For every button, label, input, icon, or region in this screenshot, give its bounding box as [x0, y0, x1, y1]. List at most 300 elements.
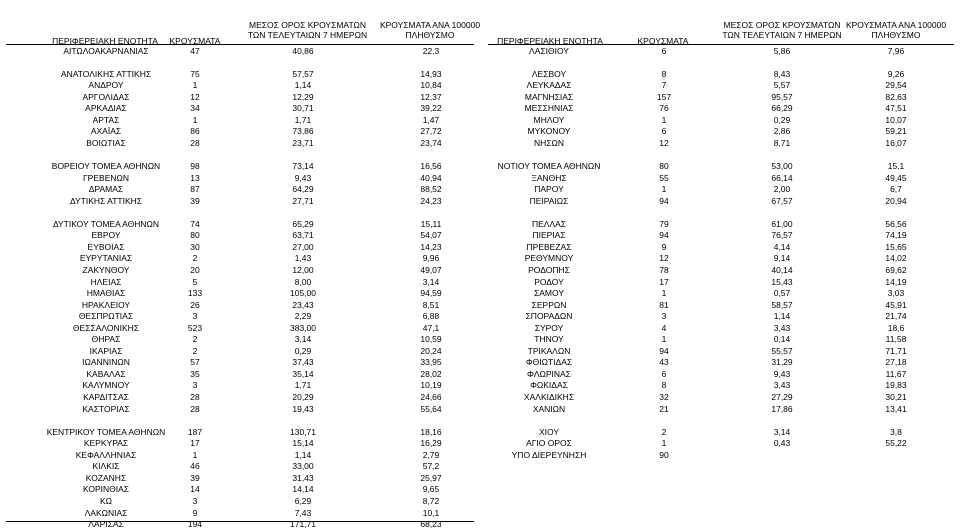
rate-cell: 55,22 [885, 438, 907, 449]
rate-cell: 14,23 [420, 241, 442, 252]
avg-cell: 37,43 [292, 357, 314, 368]
avg-cell: 20,29 [292, 392, 314, 402]
avg-cell: 9,43 [773, 368, 791, 379]
region-name: ΧΙΟΥ [538, 426, 560, 437]
rate-cell: 15,65 [885, 241, 907, 252]
cases-cell: 9 [192, 507, 198, 518]
cases-cell: 87 [190, 184, 200, 195]
avg-cell: 27,29 [771, 392, 793, 402]
cases-cell: 5 [192, 276, 198, 287]
left-header-avg [240, 20, 375, 40]
cases-cell: 133 [187, 288, 203, 299]
region-name: ΜΕΣΣΗΝΙΑΣ [524, 103, 574, 114]
rate-cell: 19,83 [885, 380, 907, 391]
cases-cell: 1 [661, 184, 667, 195]
avg-cell: 1,14 [294, 80, 312, 91]
rate-cell: 18,16 [420, 426, 442, 437]
rate-cell: 2,79 [422, 449, 440, 460]
cases-cell: 1 [661, 288, 667, 299]
cases-cell: 2 [192, 253, 198, 264]
cases-cell: 34 [190, 103, 200, 114]
region-name: ΧΑΛΚΙΔΙΚΗΣ [523, 392, 575, 402]
left-header-avg-line1: ΜΕΣΟΣ ΟΡΟΣ ΚΡΟΥΣΜΑΤΩΝ [249, 20, 366, 30]
rate-cell: 56,56 [885, 218, 907, 229]
cases-cell: 1 [661, 334, 667, 345]
cases-cell: 81 [659, 299, 669, 310]
avg-cell: 30,71 [292, 103, 314, 114]
rate-cell: 9,26 [887, 68, 905, 79]
region-name: ΚΕΦΑΛΛΗΝΙΑΣ [75, 449, 137, 460]
cases-cell: 78 [659, 264, 669, 275]
region-name: ΑΓΙΟ ΟΡΟΣ [526, 438, 572, 449]
rate-cell: 23,74 [420, 137, 442, 148]
cases-cell: 6 [661, 45, 667, 56]
avg-cell: 40,14 [771, 264, 793, 275]
region-name: ΙΚΑΡΙΑΣ [89, 345, 123, 356]
rate-cell: 54,07 [420, 230, 442, 241]
right-header-avg-line1: ΜΕΣΟΣ ΟΡΟΣ ΚΡΟΥΣΜΑΤΩΝ [723, 20, 841, 30]
cases-cell: 9 [661, 241, 667, 252]
avg-cell: 76,57 [771, 230, 793, 241]
region-name: ΚΑΡΔΙΤΣΑΣ [83, 392, 129, 402]
region-name: ΙΩΑΝΝΙΝΩΝ [82, 357, 130, 368]
avg-cell: 17,86 [771, 403, 793, 414]
rate-cell: 10,19 [420, 380, 442, 391]
region-name: ΜΥΚΟΝΟΥ [527, 126, 571, 137]
region-name: ΚΟΖΑΝΗΣ [85, 472, 127, 483]
avg-cell: 0,43 [773, 438, 791, 449]
table-row [0, 473, 960, 485]
region-name: ΛΕΣΒΟΥ [531, 68, 567, 79]
table-row [0, 230, 960, 242]
region-name: ΖΑΚΥΝΘΟΥ [82, 264, 130, 275]
cases-cell: 35 [190, 368, 200, 379]
rate-cell: 69,62 [885, 264, 907, 275]
cases-cell: 12 [190, 91, 200, 102]
region-name: ΕΒΡΟΥ [91, 230, 121, 241]
rate-cell: 1,47 [422, 114, 440, 125]
right-header-rate-line2: ΠΛΗΘΥΣΜΟ [871, 30, 921, 40]
avg-cell: 5,57 [773, 80, 791, 91]
region-name: ΚΑΒΑΛΑΣ [86, 368, 126, 379]
avg-cell: 23,43 [292, 299, 314, 310]
rate-cell: 55,64 [420, 403, 442, 414]
spacer-row [0, 415, 960, 427]
rate-cell: 47,51 [885, 103, 907, 114]
avg-cell: 0,29 [294, 345, 312, 356]
cases-cell: 55 [659, 172, 669, 183]
avg-cell: 1,43 [294, 253, 312, 264]
cases-cell: 28 [190, 137, 200, 148]
cases-cell: 94 [659, 230, 669, 241]
cases-cell: 1 [661, 438, 667, 449]
region-name: ΜΗΛΟΥ [533, 114, 565, 125]
cases-cell: 14 [190, 484, 200, 495]
region-name: ΠΕΙΡΑΙΩΣ [529, 195, 569, 206]
avg-cell: 63,71 [292, 230, 314, 241]
avg-cell: 15,14 [292, 438, 314, 449]
cases-cell: 76 [659, 103, 669, 114]
avg-cell: 55,57 [771, 345, 793, 356]
cases-cell: 90 [659, 449, 669, 460]
avg-cell: 95,57 [771, 91, 793, 102]
table-row [0, 277, 960, 289]
region-name: ΦΩΚΙΔΑΣ [530, 380, 568, 391]
right-header-region: ΠΕΡΙΦΕΡΕΙΑΚΗ ΕΝΟΤΗΤΑ [497, 36, 603, 46]
rate-cell: 11,67 [885, 368, 907, 379]
rate-cell: 15,11 [420, 218, 442, 229]
avg-cell: 66,14 [771, 172, 793, 183]
avg-cell: 2,00 [773, 184, 791, 195]
avg-cell: 8,00 [294, 276, 312, 287]
table-row [0, 461, 960, 473]
avg-cell: 15,43 [771, 276, 793, 287]
table-row [0, 80, 960, 92]
avg-cell: 1,14 [294, 449, 312, 460]
cases-cell: 47 [190, 45, 200, 56]
table-row [0, 288, 960, 300]
region-name: ΛΑΣΙΘΙΟΥ [529, 45, 569, 56]
avg-cell: 0,29 [773, 114, 791, 125]
avg-cell: 73,86 [292, 126, 314, 137]
avg-cell: 35,14 [292, 368, 314, 379]
rate-cell: 18,6 [887, 322, 905, 333]
region-name: ΘΕΣΣΑΛΟΝΙΚΗΣ [72, 322, 140, 333]
avg-cell: 171,71 [290, 519, 316, 530]
region-name: ΕΥΡΥΤΑΝΙΑΣ [79, 253, 133, 264]
avg-cell: 383,00 [290, 322, 316, 333]
cases-cell: 3 [661, 311, 667, 322]
region-name: ΑΙΤΩΛΟΑΚΑΡΝΑΝΙΑΣ [63, 45, 149, 56]
rate-cell: 57,2 [422, 461, 440, 472]
rate-cell: 27,18 [885, 357, 907, 368]
avg-cell: 4,14 [773, 241, 791, 252]
rate-cell: 8,51 [422, 299, 440, 310]
avg-cell: 8,43 [773, 68, 791, 79]
cases-cell: 157 [656, 91, 672, 102]
cases-cell: 2 [192, 334, 198, 345]
rate-cell: 59,21 [885, 126, 907, 137]
avg-cell: 27,00 [292, 241, 314, 252]
region-name: ΑΡΤΑΣ [92, 114, 120, 125]
avg-cell: 0,57 [773, 288, 791, 299]
right-header-rate [836, 20, 956, 40]
region-name: ΔΥΤΙΚΟΥ ΤΟΜΕΑ ΑΘΗΝΩΝ [52, 218, 160, 229]
rate-cell: 20,94 [885, 195, 907, 206]
cases-cell: 6 [661, 368, 667, 379]
table-row [0, 253, 960, 265]
rate-cell: 3,8 [890, 426, 902, 437]
table-row [0, 196, 960, 208]
cases-cell: 28 [190, 392, 200, 402]
cases-cell: 21 [659, 403, 669, 414]
avg-cell: 7,43 [294, 507, 312, 518]
cases-cell: 12 [659, 137, 669, 148]
avg-cell: 64,29 [292, 184, 314, 195]
region-name: ΒΟΙΩΤΙΑΣ [86, 137, 126, 148]
spacer-row [0, 149, 960, 161]
cases-cell: 523 [187, 322, 203, 333]
table-row [0, 92, 960, 104]
table-row [0, 484, 960, 496]
table-row [0, 496, 960, 508]
cases-cell: 74 [190, 218, 200, 229]
avg-cell: 61,00 [771, 218, 793, 229]
table-row [0, 311, 960, 323]
cases-cell: 1 [192, 114, 198, 125]
avg-cell: 5,86 [773, 45, 791, 56]
avg-cell: 40,86 [292, 45, 314, 56]
spacer-row [0, 207, 960, 219]
rate-cell: 12,37 [420, 91, 442, 102]
rate-cell: 15,1 [887, 161, 905, 171]
rate-cell: 14,93 [420, 68, 442, 79]
avg-cell: 1,71 [294, 380, 312, 391]
region-name: ΥΠΟ ΔΙΕΡΕΥΝΗΣΗ [511, 449, 587, 460]
table-row [0, 242, 960, 254]
region-name: ΣΕΡΡΩΝ [531, 299, 567, 310]
region-name: ΣΑΜΟΥ [533, 288, 564, 299]
region-name: ΑΡΚΑΔΙΑΣ [85, 103, 127, 114]
rate-cell: 20,24 [420, 345, 442, 356]
avg-cell: 0,14 [773, 334, 791, 345]
cases-cell: 1 [192, 449, 198, 460]
table-row [0, 173, 960, 185]
table-row [0, 346, 960, 358]
cases-cell: 98 [190, 161, 200, 171]
cases-cell: 57 [190, 357, 200, 368]
rate-cell: 47,1 [422, 322, 440, 333]
table-row [0, 323, 960, 335]
avg-cell: 2,29 [294, 311, 312, 322]
rate-cell: 8,72 [422, 495, 440, 506]
region-name: ΑΡΓΟΛΙΔΑΣ [82, 91, 130, 102]
avg-cell: 130,71 [290, 426, 316, 437]
cases-cell: 94 [659, 195, 669, 206]
region-name: ΛΑΡΙΣΑΣ [88, 519, 124, 530]
rate-cell: 33,95 [420, 357, 442, 368]
rate-cell: 68,23 [420, 519, 442, 530]
cases-cell: 1 [661, 114, 667, 125]
cases-cell: 39 [190, 472, 200, 483]
cases-cell: 79 [659, 218, 669, 229]
rate-cell: 30,21 [885, 392, 907, 402]
region-name: ΗΡΑΚΛΕΙΟΥ [81, 299, 131, 310]
avg-cell: 58,57 [771, 299, 793, 310]
table-row [0, 438, 960, 450]
avg-cell: 3,14 [773, 426, 791, 437]
rate-cell: 6,7 [890, 184, 902, 195]
region-name: ΚΑΣΤΟΡΙΑΣ [82, 403, 130, 414]
left-header-rate [365, 20, 495, 40]
region-name: ΤΡΙΚΑΛΩΝ [527, 345, 571, 356]
table-row [0, 103, 960, 115]
table-row [0, 300, 960, 312]
avg-cell: 1,14 [773, 311, 791, 322]
cases-cell: 80 [190, 230, 200, 241]
table-row [0, 138, 960, 150]
cases-cell: 86 [190, 126, 200, 137]
region-name: ΦΘΙΩΤΙΔΑΣ [525, 357, 573, 368]
region-name: ΛΕΥΚΑΔΑΣ [526, 80, 572, 91]
avg-cell: 1,71 [294, 114, 312, 125]
rate-cell: 7,96 [887, 45, 905, 56]
avg-cell: 12,29 [292, 91, 314, 102]
avg-cell: 105,00 [290, 288, 316, 299]
cases-cell: 4 [661, 322, 667, 333]
rate-cell: 49,45 [885, 172, 907, 183]
region-name: ΗΜΑΘΙΑΣ [86, 288, 126, 299]
region-name: ΒΟΡΕΙΟΥ ΤΟΜΕΑ ΑΘΗΝΩΝ [51, 161, 161, 171]
cases-cell: 30 [190, 241, 200, 252]
rate-cell: 27,72 [420, 126, 442, 137]
rate-cell: 3,14 [422, 276, 440, 287]
cases-cell: 43 [659, 357, 669, 368]
table-row [0, 334, 960, 346]
avg-cell: 6,29 [294, 495, 312, 506]
table-row [0, 69, 960, 81]
cases-cell: 3 [192, 495, 198, 506]
avg-cell: 66,29 [771, 103, 793, 114]
region-name: ΡΟΔΟΠΗΣ [528, 264, 570, 275]
rate-cell: 13,41 [885, 403, 907, 414]
left-header-rate-line1: ΚΡΟΥΣΜΑΤΑ ΑΝΑ 100000 [379, 20, 481, 30]
table-row [0, 427, 960, 439]
region-name: ΘΗΡΑΣ [91, 334, 121, 345]
avg-cell: 73,14 [292, 161, 314, 171]
region-name: ΓΡΕΒΕΝΩΝ [83, 172, 129, 183]
table-row [0, 161, 960, 173]
region-name: ΞΑΝΘΗΣ [531, 172, 567, 183]
cases-cell: 20 [190, 264, 200, 275]
cases-cell: 3 [192, 380, 198, 391]
avg-cell: 65,29 [292, 218, 314, 229]
rate-cell: 21,74 [885, 311, 907, 322]
rate-cell: 28,02 [420, 368, 442, 379]
rate-cell: 74,19 [885, 230, 907, 241]
rate-cell: 10,1 [422, 507, 440, 518]
region-name: ΜΑΓΝΗΣΙΑΣ [524, 91, 574, 102]
left-header-cases: ΚΡΟΥΣΜΑΤΑ [169, 36, 221, 46]
avg-cell: 57,57 [292, 68, 314, 79]
cases-cell: 46 [190, 461, 200, 472]
table-row [0, 115, 960, 127]
table-row [0, 392, 960, 404]
rate-cell: 82,63 [885, 91, 907, 102]
rate-cell: 94,59 [420, 288, 442, 299]
cases-cell: 17 [659, 276, 669, 287]
cases-cell: 80 [659, 161, 669, 171]
table-row [0, 508, 960, 520]
avg-cell: 12,00 [292, 264, 314, 275]
region-name: ΚΟΡΙΝΘΙΑΣ [82, 484, 130, 495]
cases-cell: 2 [192, 345, 198, 356]
region-name: ΚΑΛΥΜΝΟΥ [82, 380, 130, 391]
region-name: ΗΛΕΙΑΣ [90, 276, 122, 287]
region-name: ΣΠΟΡΑΔΩΝ [525, 311, 573, 322]
cases-cell: 194 [187, 519, 203, 530]
cases-cell: 75 [190, 68, 200, 79]
table-row [0, 357, 960, 369]
right-header-avg-line2: ΤΩΝ ΤΕΛΕΥΤΑΙΩΝ 7 ΗΜΕΡΩΝ [722, 30, 842, 40]
region-name: ΠΙΕΡΙΑΣ [532, 230, 566, 241]
region-name: ΑΝΑΤΟΛΙΚΗΣ ΑΤΤΙΚΗΣ [60, 68, 152, 79]
rate-cell: 9,65 [422, 484, 440, 495]
cases-cell: 7 [661, 80, 667, 91]
region-name: ΔΡΑΜΑΣ [88, 184, 124, 195]
region-name: ΡΕΘΥΜΝΟΥ [524, 253, 574, 264]
rate-cell: 9,96 [422, 253, 440, 264]
region-name: ΘΕΣΠΡΩΤΙΑΣ [78, 311, 134, 322]
avg-cell: 31,43 [292, 472, 314, 483]
region-name: ΠΑΡΟΥ [534, 184, 564, 195]
cases-cell: 17 [190, 438, 200, 449]
rate-cell: 88,52 [420, 184, 442, 195]
rate-cell: 16,29 [420, 438, 442, 449]
table-row [0, 369, 960, 381]
rate-cell: 6,88 [422, 311, 440, 322]
avg-cell: 14,14 [292, 484, 314, 495]
region-name: ΣΥΡΟΥ [534, 322, 564, 333]
region-name: ΚΕΡΚΥΡΑΣ [83, 438, 129, 449]
spacer-row [0, 57, 960, 69]
avg-cell: 53,00 [771, 161, 793, 171]
avg-cell: 23,71 [292, 137, 314, 148]
cases-cell: 28 [190, 403, 200, 414]
left-table-bottom-border [6, 521, 474, 522]
cases-cell: 94 [659, 345, 669, 356]
rate-cell: 45,91 [885, 299, 907, 310]
rate-cell: 10,59 [420, 334, 442, 345]
rate-cell: 14,19 [885, 276, 907, 287]
left-header-rate-line2: ΠΛΗΘΥΣΜΟ [405, 30, 455, 40]
rate-cell: 29,54 [885, 80, 907, 91]
avg-cell: 67,57 [771, 195, 793, 206]
region-name: ΚΩ [99, 495, 113, 506]
avg-cell: 31,29 [771, 357, 793, 368]
region-name: ΕΥΒΟΙΑΣ [87, 241, 125, 252]
avg-cell: 8,71 [773, 137, 791, 148]
cases-cell: 2 [661, 426, 667, 437]
cases-cell: 3 [192, 311, 198, 322]
region-name: ΤΗΝΟΥ [534, 334, 564, 345]
avg-cell: 2,86 [773, 126, 791, 137]
rate-cell: 16,56 [420, 161, 442, 171]
rate-cell: 40,94 [420, 172, 442, 183]
region-name: ΔΥΤΙΚΗΣ ΑΤΤΙΚΗΣ [69, 195, 143, 206]
rate-cell: 24,23 [420, 195, 442, 206]
rate-cell: 22,3 [422, 45, 440, 56]
region-name: ΚΙΛΚΙΣ [92, 461, 120, 472]
rate-cell: 39,22 [420, 103, 442, 114]
region-name: ΛΑΚΩΝΙΑΣ [84, 507, 128, 518]
rate-cell: 10,84 [420, 80, 442, 91]
cases-cell: 187 [187, 426, 203, 437]
cases-cell: 8 [661, 380, 667, 391]
left-header-avg-line2: ΤΩΝ ΤΕΛΕΥΤΑΙΩΝ 7 ΗΜΕΡΩΝ [247, 30, 368, 40]
table-row [0, 450, 960, 462]
table-row [0, 219, 960, 231]
region-name: ΝΟΤΙΟΥ ΤΟΜΕΑ ΑΘΗΝΩΝ [497, 161, 601, 171]
left-header-region: ΠΕΡΙΦΕΡΕΙΑΚΗ ΕΝΟΤΗΤΑ [52, 36, 158, 46]
avg-cell: 19,43 [292, 403, 314, 414]
table-row [0, 404, 960, 416]
cases-cell: 8 [661, 68, 667, 79]
region-name: ΧΑΝΙΩΝ [532, 403, 566, 414]
right-header-rate-line1: ΚΡΟΥΣΜΑΤΑ ΑΝΑ 100000 [845, 20, 947, 30]
region-name: ΦΛΩΡΙΝΑΣ [527, 368, 571, 379]
cases-cell: 1 [192, 80, 198, 91]
